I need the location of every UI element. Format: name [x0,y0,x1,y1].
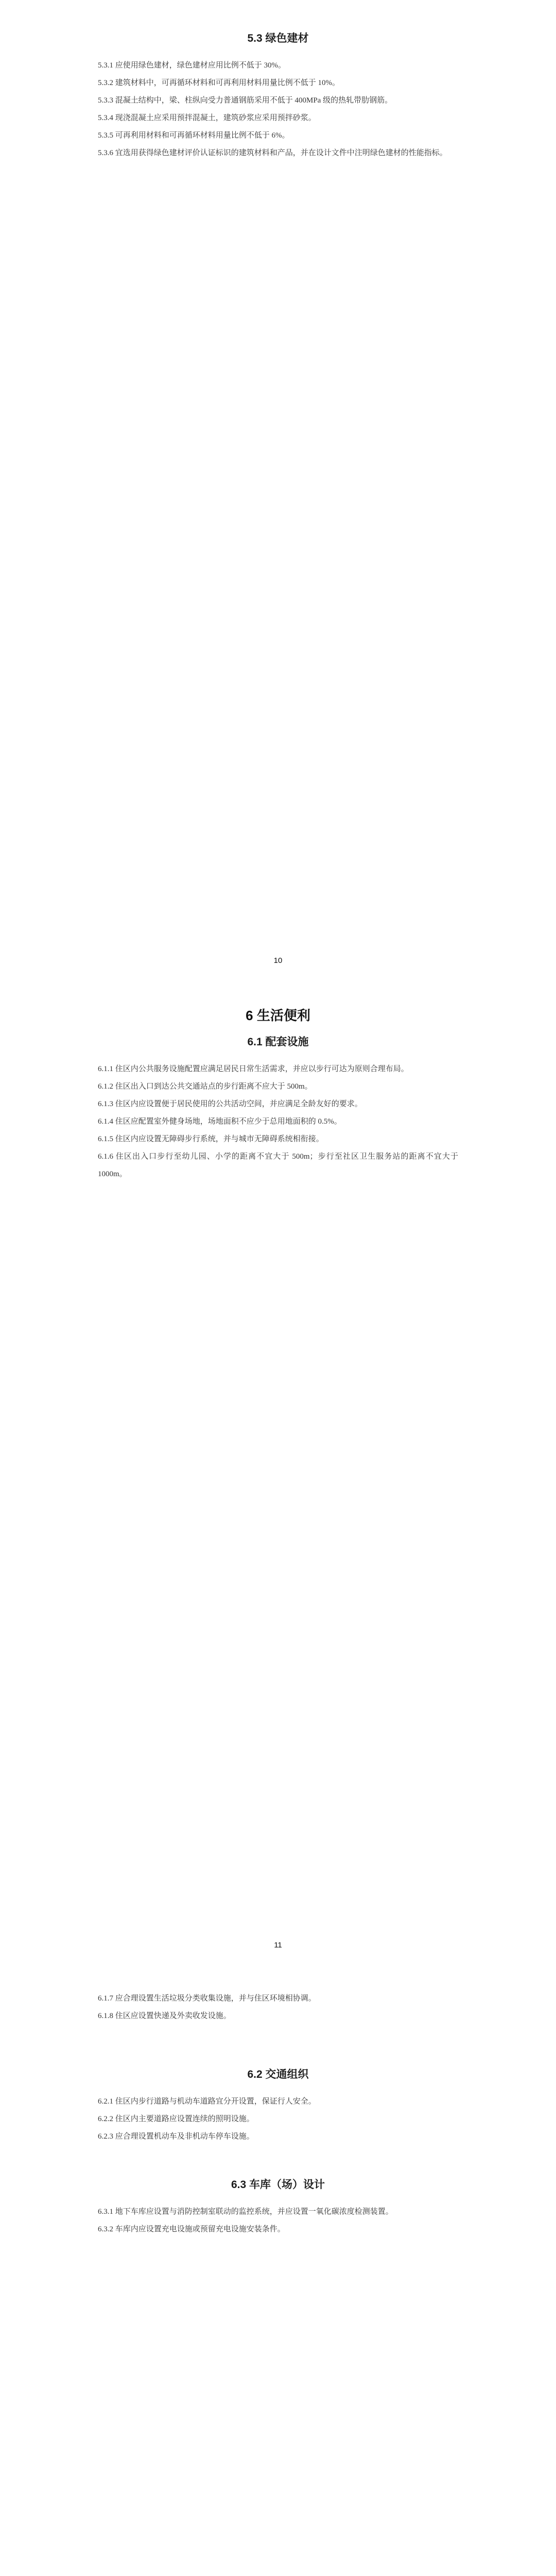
document-page-2 [0,985,556,1969]
paragraph: 6.1.2 住区出入口到达公共交通站点的步行距离不应大于 500m。 [98,1082,312,1091]
paragraph: 5.3.5 可再利用材料和可再循环材料用量比例不低于 6%。 [98,131,290,140]
paragraph: 6.1.4 住区应配置室外健身场地，场地面积不应少于总用地面积的 0.5%。 [98,1117,342,1126]
paragraph: 5.3.6 宜选用获得绿色建材评价认证标识的建筑材料和产品，并在设计文件中注明绿色建材的性能指标。 [98,149,447,157]
chapter-heading-6: 6 生活便利 [246,1008,310,1023]
paragraph: 6.1.8 住区应设置快递及外卖收发设施。 [98,2012,231,2020]
document-page-3 [0,1969,556,2576]
paragraph: 6.3.2 车库内应设置充电设施或预留充电设施安装条件。 [98,2225,285,2233]
paragraph: 6.1.7 应合理设置生活垃圾分类收集设施，并与住区环境相协调。 [98,1994,316,2003]
section-heading-6-2: 6.2 交通组织 [247,2069,309,2080]
page-number: 11 [274,1941,282,1950]
paragraph: 5.3.2 建筑材料中，可再循环材料和可再利用材料用量比例不低于 10%。 [98,79,340,87]
document-page-1 [0,0,556,985]
page-number: 10 [273,956,283,965]
section-heading-5-3: 5.3 绿色建材 [247,32,309,44]
paragraph: 6.1.1 住区内公共服务设施配置应满足居民日常生活需求，并应以步行可达为原则合理布局。 [98,1065,409,1073]
paragraph: 6.1.3 住区内应设置便于居民使用的公共活动空间，并应满足全龄友好的要求。 [98,1100,362,1108]
paragraph: 6.2.1 住区内步行道路与机动车道路宜分开设置，保证行人安全。 [98,2097,316,2106]
paragraph: 6.3.1 地下车库应设置与消防控制室联动的监控系统，并应设置一氧化碳浓度检测装置。 [98,2208,393,2216]
paragraph: 5.3.4 现浇混凝土应采用预拌混凝土，建筑砂浆应采用预拌砂浆。 [98,114,316,122]
paragraph: 5.3.1 应使用绿色建材，绿色建材应用比例不低于 30%。 [98,61,286,70]
paragraph: 6.1.6 住区出入口步行至幼儿园、小学的距离不宜大于 500m；步行至社区卫生服务站的距离不宜大于 1000m。 [98,1153,458,1178]
paragraph: 6.2.3 应合理设置机动车及非机动车停车设施。 [98,2132,254,2141]
section-heading-6-1: 6.1 配套设施 [247,1036,309,1048]
section-heading-6-3: 6.3 车库（场）设计 [231,2179,325,2191]
paragraph: 5.3.3 混凝土结构中，梁、柱纵向受力普通钢筋采用不低于 400MPa 级的热轧带肋钢筋。 [98,96,393,105]
paragraph: 6.1.5 住区内应设置无障碍步行系统，并与城市无障碍系统相衔接。 [98,1135,324,1143]
paragraph: 6.2.2 住区内主要道路应设置连续的照明设施。 [98,2115,254,2123]
